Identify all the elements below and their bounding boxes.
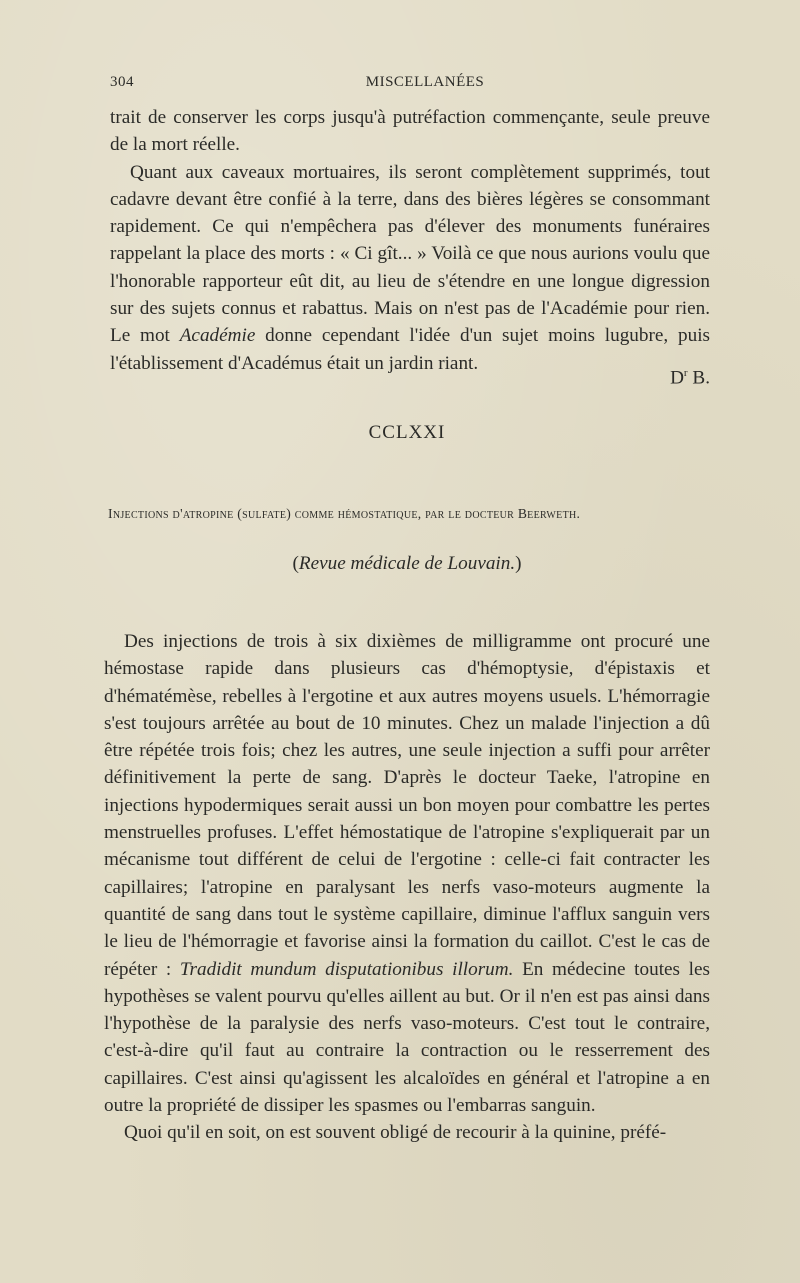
source-open-paren: ( bbox=[292, 553, 299, 574]
author-signature bbox=[600, 367, 710, 389]
latin-quote: Tradidit mundum disputationibus illorum. bbox=[179, 958, 514, 980]
page-header bbox=[110, 74, 720, 96]
article-text-part-1: Des injections de trois à six dixièmes de milligramme ont procuré une hémostase rapide dans plusieurs cas d'hémoptysie, d'épistaxis et d'hématémèse, rebelles à l'ergotine et aux autres moyens usuels. L'hémorragie s'est toujours arrêtée au bout de 10 minutes. Chez un malade l'injection a dû être répétée trois fois; chez les autres, une seule injection a suffi pour arrêter définitivement la perte de sang. D'après le docteur Taeke, l'atropine en injections hypodermiques serait aussi un bon moyen pour combattre les pertes menstruelles profuses. L'effet hémostatique de l'atropine s'expliquerait par un mécanisme tout différent de celui de l'ergotine : celle-ci fait contracter les capillaires; l'atropine en paralysant les nerfs vaso-moteurs augmente la quantité de sang dans tout le système capillaire, diminue l'afflux sanguin vers le lieu de l'hémorragie et favorise ainsi la formation du caillot. C'est le cas de répéter : bbox=[104, 631, 710, 980]
article-paragraph bbox=[104, 628, 710, 1119]
academie-italic: Académie bbox=[179, 325, 256, 347]
article-body bbox=[104, 628, 710, 1147]
article-text-part-2: En médecine toutes les hypothèses se valent pourvu qu'elles aillent au but. Or il n'en est pas ainsi dans l'hypothèse de la paralysie des nerfs vaso-moteurs. C'est tout le contraire, c'est-à-dire qu'il faut au contraire la contraction ou le resserrement des capillaires. C'est ainsi qu'agissent les alcaloïdes en général et l'atropine a en outre la propriété de dissiper les spasmes ou l'embarras sanguin. bbox=[104, 958, 710, 1117]
caveaux-paragraph bbox=[110, 159, 710, 377]
final-paragraph: Quoi qu'il en soit, on est souvent obligé de recourir à la quinine, préfé- bbox=[124, 1122, 667, 1144]
caveaux-text-end: donne cependant l'idée d'un sujet moins lugubre, puis l'établissement d'Académus était un jardin riant. bbox=[110, 325, 710, 374]
running-title: MISCELLANÉES bbox=[365, 74, 485, 90]
signature-superscript: r bbox=[683, 367, 688, 379]
article-title: Injections d'atropine (sulfate) comme hémostatique, par le docteur Beerweth. bbox=[108, 506, 581, 521]
signature-prefix: D bbox=[670, 367, 684, 389]
continuation-text bbox=[110, 104, 710, 377]
signature-name: B. bbox=[687, 367, 710, 389]
caveaux-text-start: Quant aux caveaux mortuaires, ils seront complètement supprimés, tout cadavre devant être confié à la terre, dans des bières légères se consommant rapidement. Ce qui n'empêchera pas d'élever des monuments funéraires rappelant la place des morts : « Ci gît... » Voilà ce que nous aurions voulu que l'honorable rapporteur eût dit, au lieu de s'étendre en une longue digression sur des sujets connus et rabattus. Mais on n'est pas de l'Académie pour rien. Le mot bbox=[110, 161, 710, 347]
page-number: 304 bbox=[110, 74, 134, 90]
source-journal: Revue médicale de Louvain. bbox=[298, 553, 516, 574]
continuation-paragraph: trait de conserver les corps jusqu'à putréfaction commençante, seule preuve de la mort réelle. bbox=[110, 107, 710, 156]
source-close-paren: ) bbox=[515, 553, 522, 574]
source-citation bbox=[0, 553, 800, 575]
section-number: CCLXXI bbox=[368, 422, 446, 443]
